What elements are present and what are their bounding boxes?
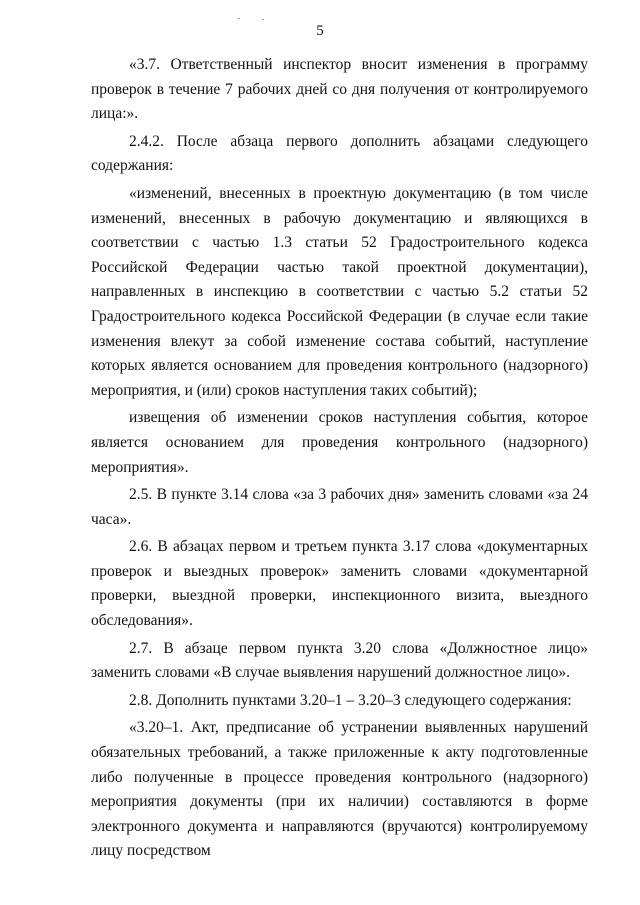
scan-speck [262, 19, 264, 20]
page-number: 5 [316, 23, 324, 39]
paragraph-2-7: 2.7. В абзаце первом пункта 3.20 слова «Должностное лицо» заменить словами «В случае выявления нарушений должностное лицо». [91, 639, 588, 682]
scan-speck [238, 18, 240, 19]
paragraph-2-4-2: 2.4.2. После абзаца первого дополнить абзацами следующего содержания: [91, 132, 588, 175]
paragraph-2-5: 2.5. В пункте 3.14 слова «за 3 рабочих дня» заменить словами «за 24 часа». [91, 486, 588, 528]
paragraph-changes-list: «изменений, внесенных в проектную документацию (в том числе изменений, внесенных в рабочую документацию и являющихся в соответствии с частью 1.3 статьи 52 Градостроительного кодекса Российской Федерации частью такой проектной документации), направленных в инспекцию в соответствии с частью 5.2 статьи 52 Градостроительного кодекса Российской Федерации (в случае если такие изменения влекут за собой изменение состава событий, наступление которых является основанием для проведения контрольного (надзорного) мероприятия, и (или) сроков наступления таких событий); [91, 184, 588, 399]
paragraph-3-20-1: «3.20–1. Акт, предписание об устранении выявленных нарушений обязательных требований, а также приложенные к акту подготовленные либо полученные в процессе проведения контрольного (надзорного) мероприятия документы (при их наличии) составляются в форме электронного документа и направляются (вручаются) контролируемому лицу посредством [91, 719, 588, 860]
paragraph-2-8: 2.8. Дополнить пунктами 3.20–1 – 3.20–3 следующего содержания: [129, 691, 572, 709]
paragraph-notice: извещения об изменении сроков наступления события, которое является основанием для проведения контрольного (надзорного) мероприятия». [91, 409, 588, 476]
document-body [91, 53, 588, 864]
paragraph-2-6: 2.6. В абзацах первом и третьем пункта 3.17 слова «документарных проверок и выездных проверок» заменить словами «документарной проверки, выездной проверки, инспекционного визита, выездного обследования». [91, 538, 588, 630]
paragraph-3-7: «3.7. Ответственный инспектор вносит изменения в программу проверок в течение 7 рабочих дней со дня получения от контролируемого лица:». [91, 56, 588, 123]
